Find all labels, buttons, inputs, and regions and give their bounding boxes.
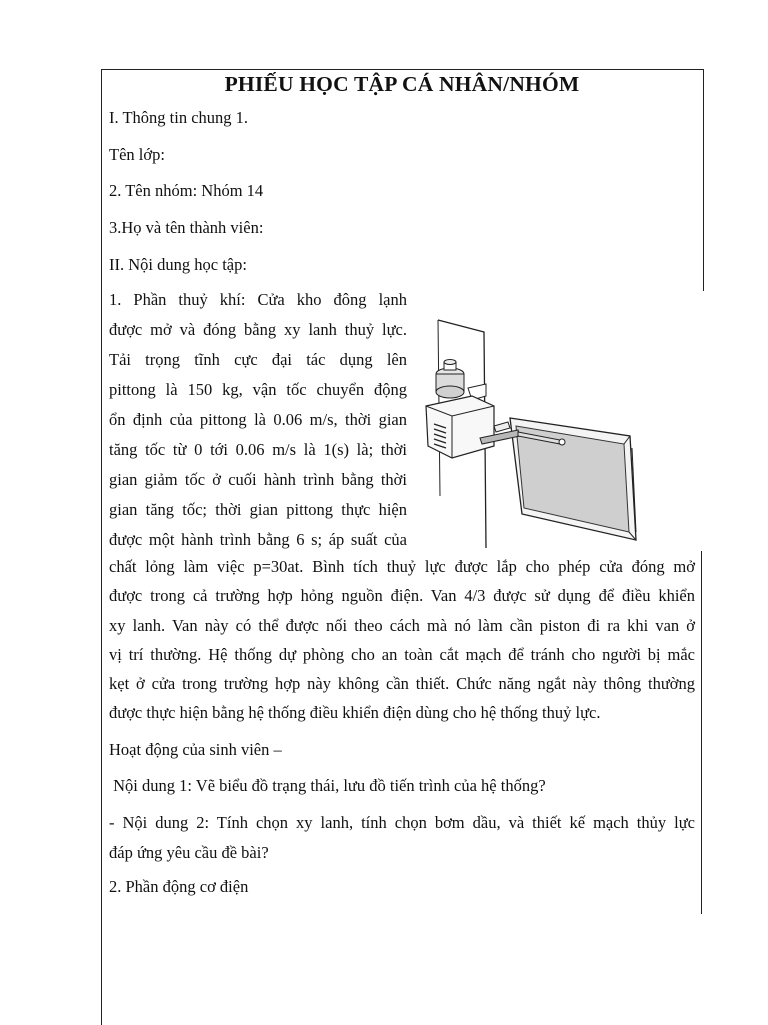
group-name-label: 2. Tên nhóm: Nhóm 14 [109,181,264,200]
members-label: 3.Họ và tên thành viên: [109,218,264,237]
paragraph-line: gian giảm tốc ở cuối hành trình bằng thời [109,470,407,489]
worksheet-title: PHIẾU HỌC TẬP CÁ NHÂN/NHÓM [224,72,580,96]
paragraph-line: - Nội dung 2: Tính chọn xy lanh, tính chọn bơm dầu, và thiết kế mạch thủy lực [109,813,695,832]
paragraph-line: kẹt ở cửa trong trường hợp này không cần thiết. Chức năng ngắt này thông thường [109,674,695,694]
paragraph-line: pittong là 150 kg, vận tốc chuyển động [109,380,407,399]
frame-right-border-top [703,69,704,291]
paragraph-line: chất lỏng làm việc p=30at. Bình tích thuỷ lực được lắp cho phép cửa đóng mở [109,557,695,576]
paragraph-line: đáp ứng yêu cầu đề bài? [109,843,269,862]
paragraph-line: tăng tốc từ 0 tới 0.06 m/s là 1(s) là; thời [109,440,407,459]
part1-full-paragraph [109,552,695,728]
paragraph-line: được một hành trình bằng 6 s; áp suất của [109,530,407,549]
paragraph-line: được thực hiện bằng hệ thống điều khiển điện dùng cho hệ thống thuỷ lực. [109,703,601,723]
part1-wrapped-paragraph [109,285,407,555]
cold-storage-door-illustration [424,318,644,548]
paragraph-line: gian tăng tốc; thời gian pittong thực hiện [109,500,407,519]
part2-heading: 2. Phần động cơ điện [109,877,249,896]
paragraph-line: được trong cả trường hợp hỏng nguồn điện. Van 4/3 được sử dụng để điều khiển [109,586,695,606]
paragraph-line: ổn định của pittong là 0.06 m/s, thời gian [109,410,407,429]
paragraph-line: được mở và đóng bằng xy lanh thuỷ lực. [109,320,407,339]
paragraph-line: xy lanh. Van này có thể được nối theo cách mà nó làm cần piston đi ra khi van ở [109,615,695,635]
paragraph-line: vị trí thường. Hệ thống dự phòng cho an toàn cắt mạch để tránh cho người bị mắc [109,644,695,664]
frame-right-border-bottom [701,551,702,914]
class-name-label: Tên lớp: [109,145,165,164]
student-activity-heading: Hoạt động của sinh viên – [109,740,282,759]
paragraph-line: Tải trọng tĩnh cực đại tác dụng lên [109,350,407,369]
content-2 [109,808,695,868]
section-general-info: I. Thông tin chung 1. [109,108,249,127]
content-1: Nội dung 1: Vẽ biểu đồ trạng thái, lưu đồ tiến trình của hệ thống? [109,776,546,795]
section-learning-content: II. Nội dung học tập: [109,255,247,274]
paragraph-line: 1. Phần thuỷ khí: Cửa kho đông lạnh [109,290,407,309]
